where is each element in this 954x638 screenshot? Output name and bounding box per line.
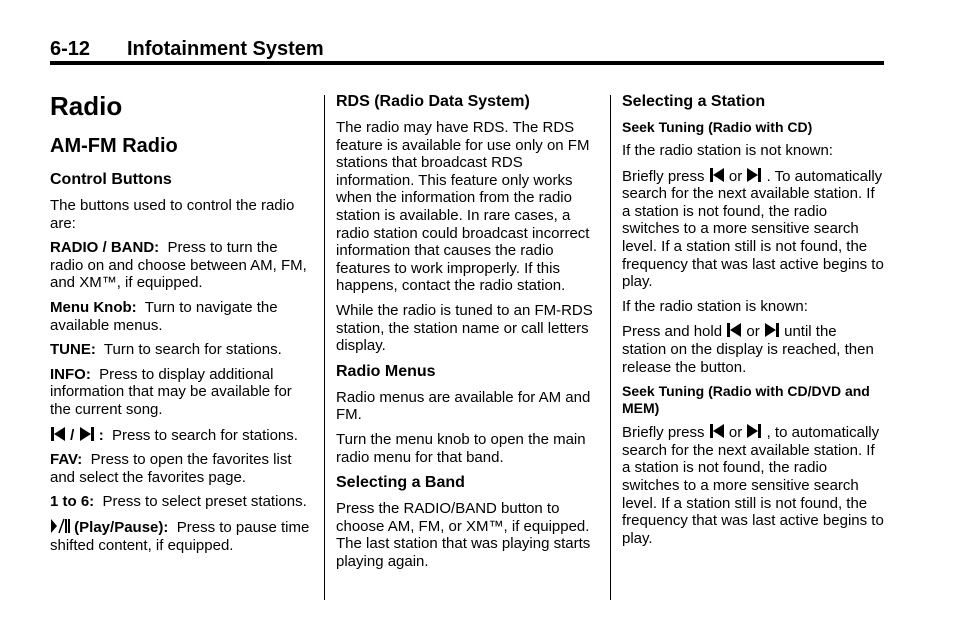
column-divider-2 [610,95,611,600]
press-hold-text: Press and hold [622,323,723,341]
known-text: If the radio station is known: [622,297,808,315]
seek-forward-icon [746,167,762,183]
menus-paragraph-2: Turn the menu knob to open the main radio menu for that band. [336,430,586,466]
column-3 [622,92,884,554]
menus-paragraph-1: Radio menus are available for AM and FM. [336,388,591,424]
item-desc: Press to display additional information that may be available for the current song. [50,365,292,418]
not-known-text: If the radio station is not known: [622,142,833,159]
item-term: INFO: [50,365,91,383]
column-divider-1 [324,95,325,600]
item-desc: Press to search for stations. [112,426,298,444]
control-intro: The buttons used to control the radio are: [50,197,295,232]
dvd-auto-search-text: , to automatically search for the next available station. If a station is not found, the radio switches to a more sensitive search level. If a station still is not found, the frequency that was last active begins to play. [622,424,884,547]
play-pause-icon [50,518,70,534]
item-term: TUNE: [50,341,96,359]
seek-back-icon [50,426,66,442]
item-presets [50,493,315,511]
briefly-press-text: Briefly press [622,424,705,442]
selecting-band-heading: Selecting a Band [336,474,465,492]
item-term: 1 to 6: [50,493,95,511]
item-term-suffix: : [98,426,104,444]
item-tune [50,341,315,359]
item-menu-knob [50,299,315,334]
briefly-press-text: Briefly press [622,167,705,185]
band-paragraph: Press the RADIO/BAND button to choose AM, FM, or XM™, if equipped. The last station that was playing starts playing again. [336,500,591,570]
radio-menus-heading: Radio Menus [336,362,436,380]
item-desc: Press to open the favorites list and select the favorites page. [50,451,292,486]
column-1 [50,92,315,561]
rds-paragraph-2: While the radio is tuned to an FM-RDS station, the station name or call letters display. [336,301,593,355]
section-title: Infotainment System [127,38,324,60]
column-2 [336,92,600,577]
item-term: FAV: [50,451,83,469]
page-title: Radio [50,91,123,121]
until-text: until the station on the display is reached, then release the button. [622,323,874,376]
rds-heading: RDS (Radio Data System) [336,93,530,110]
or-text: or [728,167,743,185]
seek-dvd-heading: Seek Tuning (Radio with CD/DVD and MEM) [622,383,870,417]
or-text: or [746,323,760,341]
seek-back-icon [709,423,725,439]
item-desc: Turn to navigate the available menus. [50,298,278,334]
item-play-pause [50,518,315,554]
seek-back-icon [726,322,742,338]
item-term: / [70,426,75,444]
item-desc: Turn to search for stations. [103,341,282,359]
or-text: or [728,424,743,442]
header-rule [50,61,884,65]
item-radio-band [50,239,315,292]
seek-forward-icon [746,423,762,439]
item-desc: Press to turn the radio on and choose between AM, FM, and XM™, if equipped. [50,239,307,292]
page-number: 6-12 [50,38,91,60]
item-seek [50,426,315,445]
am-fm-heading: AM-FM Radio [50,135,178,157]
seek-back-icon [709,167,725,183]
item-fav [50,451,315,486]
item-desc: Press to pause time shifted content, if equipped. [50,518,310,554]
rds-paragraph-1: The radio may have RDS. The RDS feature is available for use only on FM stations that broadcast RDS information. This feature only works when the information from the radio station is available. In rare cases, a radio station could broadcast incorrect information that causes the radio features to work improperly. If this happens, contact the radio station. [336,119,590,295]
item-info [50,366,315,419]
seek-cd-heading: Seek Tuning (Radio with CD) [622,119,813,135]
dvd-seek-paragraph [622,423,884,547]
press-hold-paragraph [622,322,884,376]
cd-auto-search-text: . To automatically search for the next available station. If a station is not found, the radio switches to a more sensitive search level. If a station still is not found, the frequency that was last active begins to play. [622,167,884,291]
seek-forward-icon [79,426,95,442]
item-desc: Press to select preset stations. [102,493,307,511]
control-buttons-heading: Control Buttons [50,171,172,188]
seek-forward-icon [764,322,780,338]
selecting-station-heading: Selecting a Station [622,93,766,110]
item-term: (Play/Pause): [74,518,169,536]
item-term: RADIO / BAND: [50,239,160,257]
item-term: Menu Knob: [50,298,137,316]
cd-seek-paragraph [622,167,884,291]
